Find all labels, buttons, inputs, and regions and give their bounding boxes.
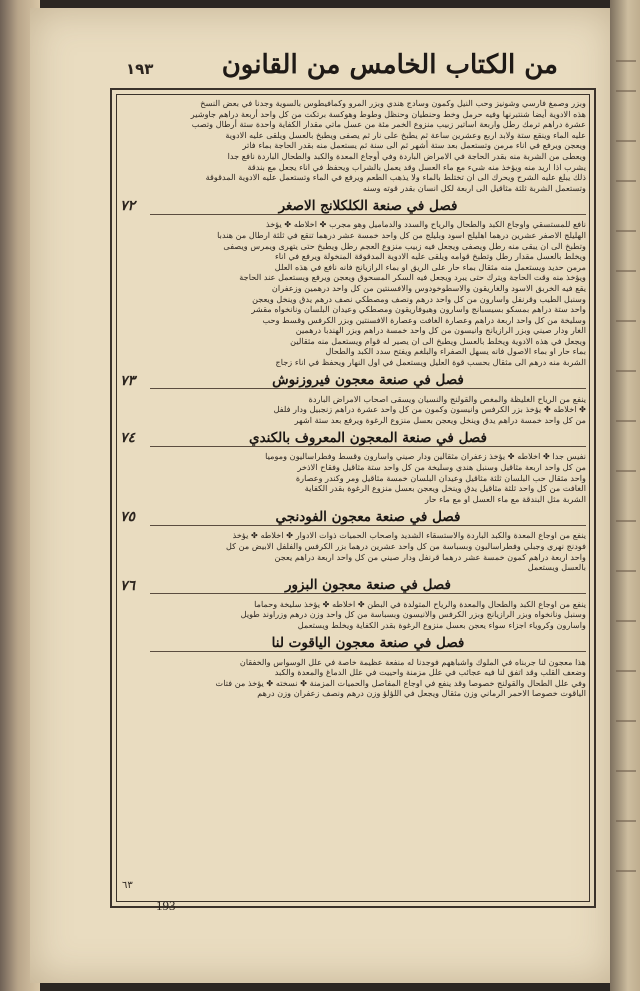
text-line: ✤ اخلاطه ✤ يؤخذ بزر الكرفس وانيسون وكمون من كل واحد عشرة دراهم زنجبيل ودار فلفل <box>273 404 586 415</box>
text-line: من كل واحد خمسة دراهم يدق وينخل ويعجن بعسل منزوع الرغوة ويرفع بعد ستة اشهر <box>294 414 586 425</box>
section-paragraph <box>120 657 586 699</box>
section-paragraph <box>120 599 586 631</box>
section-title: فصل في صنعة معجون الفودنجي <box>150 509 586 526</box>
text-line: وبزر وصمغ فارسي وشونيز وحب النيل وكمون وسادج هندي وبزر المرو وكمافيطوس بالسوية وجدنا في بعض النسخ <box>200 98 586 108</box>
section-title: فصل في صنعة الكلكلانج الاصغر <box>150 198 586 215</box>
text-line: الشربة منه درهم الى مثقال بحسب قوة العليل ويستعمل في اول النهار ويحفظ في اناء زجاج <box>275 357 586 368</box>
section-heading <box>120 427 586 449</box>
text-line: وفي علل الطحال والقولنج خصوصا وقد ينفع في اوجاع المفاصل والحميات المزمنة ✤ نسخته ✤ يؤخذ من فتات <box>215 677 586 688</box>
text-line: واحد ستة دراهم بمسكو بسيسبانج واسارون وهيوفاريقون ومصطكي وعيدان البلسان ونانخواه مقشر <box>251 304 586 315</box>
text-line: ويخلط بالعسل مقدار رطل وتطبخ قوامه ويلقى عليه الادوية المدقوقة المنخولة ويرفع في اناء <box>274 251 586 262</box>
page-number-arabic: ١٩٣ <box>126 60 154 78</box>
text-line: وسليخة من كل واحد اربعة دراهم وعصارة الغافت وعصارة الافسنتين وبزر الكرفس وقسط وحب <box>262 314 586 325</box>
intro-paragraph <box>120 98 586 193</box>
text-line: الشربة مثل البندقة مع ماء العسل او مع ماء حار <box>425 493 586 504</box>
text-line: ينفع من الرياح الغليظة والمغص والقولنج والنسيان ويسقى اصحاب الامراض الباردة <box>308 393 586 404</box>
page-header <box>118 48 588 88</box>
section-paragraph <box>120 394 586 426</box>
text-line: ويعجن ويرفع في اناء مرمن وتستعمل بعد ستة أشهر ثم الى سنة ثم يستعمل منه بقدر الحاجة بماء فاتر <box>242 140 586 151</box>
catchword: ٦٣ <box>122 880 133 891</box>
section-heading <box>120 633 586 655</box>
text-line: بماء حار او بماء الاصول فانه يسهل الصفراء والبلغم ويفتح سدد الكبد والطحال <box>325 346 586 357</box>
text-line: هذه الادوية أيضا شنتبرنها وفيه حرمل وخط وحنطيان وحنظل وطوط وهوكسة برتكت من كل واحد أربعة دراهم جاوشير <box>190 108 586 119</box>
section-number: ٧٥ <box>120 509 136 526</box>
text-line: وسنبل الطيب وقرنفل واسارون من كل واحد درهم ونصف ومصطكي نصف درهم يدق وينخل ويعجن <box>252 293 586 304</box>
text-line: من كل واحد اربعة مثاقيل وسنبل هندي وسليخة من كل واحد ستة مثاقيل وفقاح الاذخر <box>297 462 586 473</box>
text-line: الهليلج الاصفر عشرين درهما اهليلج اسود وبليلج من كل واحد خمسة عشر درهما تنقع في ثلثة ارطال من هندبا <box>217 229 586 240</box>
text-line: واحد اربعة دراهم كمون خمسة عشر درهما قرنفل ودار صيني من كل واحد اربعة دراهم يعجن <box>274 551 586 562</box>
page-title: من الكتاب الخامس من القانون <box>221 50 558 80</box>
section-title: فصل في صنعة معجون الياقوت لنا <box>150 635 586 652</box>
page-number: 193 <box>156 898 176 913</box>
text-line: ويعطى من الشربة منه بقدر الحاجة في الامراض الباردة وفي أوجاع المعدة والكبد والطحال الباردة نافع جدا <box>227 150 586 161</box>
section-heading <box>120 506 586 528</box>
text-body <box>120 98 586 896</box>
text-line: الغافت من كل واحد ثلثة مثاقيل يدق وينخل ويعجن بعسل منزوع الرغوة بقدر الكفاية <box>304 483 586 494</box>
text-line: ويجعل في هذه الادوية ويخلط بالعسل ويطبخ الى ان يصير له قوام ويستعمل منه مثقالين <box>290 335 586 346</box>
text-line: ينفع من اوجاع الكبد والطحال والمعدة والرياح المتولدة في البطن ✤ اخلاطه ✤ يؤخذ سليخة وحماما <box>254 598 586 609</box>
text-line: ذلك يبلغ عليه الشرح ويحرك الى ان تختلط بالماء ولا يذهب الطعم ويرفع في الماء وتستعمل عليه الادوية المدقوقة <box>205 172 586 183</box>
section-number: ٧٤ <box>120 430 136 447</box>
section-number: ٧٦ <box>120 577 136 594</box>
text-line: الغار ودار صيني وبزر الرازيانج وانيسون من كل واحد خمسة دراهم وبزر الهندبا درهمين <box>295 325 586 336</box>
facing-page-edge <box>610 0 640 991</box>
section-heading <box>120 195 586 217</box>
text-line: هذا معجون لنا جربناه في الملوك واشباههم فوجدنا له منفعة عظيمة خاصة في علل الوسواس والخفقان <box>239 656 586 667</box>
text-line: واسارون وكروياء اجزاء سواء يعجن بعسل منزوع الرغوة بقدر الكفاية ويخلط ويستعمل <box>297 619 586 630</box>
text-line: بالعسل ويستعمل <box>527 562 586 573</box>
text-line: نافع للمستسقي واوجاع الكبد والطحال والرياح والسدد والدماميل وهو مجرب ✤ اخلاطه ✤ يؤخذ <box>265 219 586 230</box>
text-line: الياقوت خصوصا الاحمر الرماني وزن مثقال ويجعل في اللؤلؤ وزن درهم ونصف زعفران وزن درهم <box>257 688 586 699</box>
text-line: يقع فيه الخربق الاسود والغاريقون والاسطوخودوس والافسنتين من كل واحد درهمين وزعفران <box>271 282 586 293</box>
section-title: فصل في صنعة المعجون المعروف بالكندي <box>150 430 586 447</box>
section-heading <box>120 575 586 597</box>
section-number: ٧٣ <box>120 372 136 389</box>
text-line: ويؤخذ منه وقت الحاجة ويترك حتى يبرد ويجعل فيه السكر المسحوق ويعجن ويرفع ويستعمل عند الحاجة <box>239 272 586 283</box>
text-line: عشرة دراهم ترمك رطل واربعة اساتير زبيب منزوع الخمر مئة من عسل ماتي مقدار الكفاية واحدة ستة أرطال وتصب <box>191 119 586 130</box>
text-line: نفيس جدا ✤ اخلاطه ✤ يؤخذ زعفران مثقالين ودار صيني واسارون وقسط وفطراساليون وموميا <box>265 451 586 462</box>
section-title: فصل في صنعة معجون البزور <box>150 577 586 594</box>
text-line: وضعف القلب وقد اتفق لنا فيه عجائب في علل مزمنة واحييت في علل الدماغ والمعدة والكبد <box>274 667 586 678</box>
section-paragraph <box>120 219 586 367</box>
text-line: يشرب اذا اريد منه ويؤخذ منه شيء مع ماء العسل وقد يعمل بالشراب ويحفظ في اناء يجعل مع بندقة <box>247 161 586 172</box>
text-line: وتطبخ الى ان يبقى منه رطل ويصفى ويجعل فيه زبيب منزوع العجم رطل ويطبخ حتى يتهرى ويمرس ويصفى <box>223 240 586 251</box>
text-line: وتستعمل الشربة ثلثة مثاقيل الى اربعة لكل انسان بقدر قوته وسنه <box>362 182 586 193</box>
section-paragraph <box>120 451 586 504</box>
text-line: عليه الماء وينقع ستة ولابد اربع وعشرين ساعة ثم يطبخ على نار ثم يصفى ويطبخ بالعسل ويلقى عليه الادوية <box>225 129 586 140</box>
section-number: ٧٢ <box>120 198 136 215</box>
section-title: فصل في صنعة معجون فيروزنوش <box>150 372 586 389</box>
text-line: وسنبل ونانخواه وبزر الرازيانج وبزر الكرفس والانيسون وبسباسة من كل واحد وزن درهم وزراوند طويل <box>240 609 586 620</box>
section-paragraph <box>120 530 586 572</box>
text-line: مرمن حديد ويستعمل منه مثقال بماء حار على الريق او بماء الرازيانج فانه نافع في هذه العلل <box>274 261 586 272</box>
section-heading <box>120 370 586 392</box>
text-line: واحد مثقال حب البلسان ثلثة مثاقيل وعيدان البلسان خمسة مثاقيل ومر وكندر وعصارة <box>295 472 586 483</box>
text-line: فودنج نهري وجبلي وفطراساليون وبسباسة من كل واحد عشرين درهما بزر الكرفس والفلفل الابيض من كل <box>225 541 586 551</box>
text-line: ينفع من اوجاع المعدة والكبد الباردة والاستسقاء الشديد واصحاب الحميات ذوات الادوار ✤ اخلاطه ✤ يؤخذ <box>232 530 586 541</box>
